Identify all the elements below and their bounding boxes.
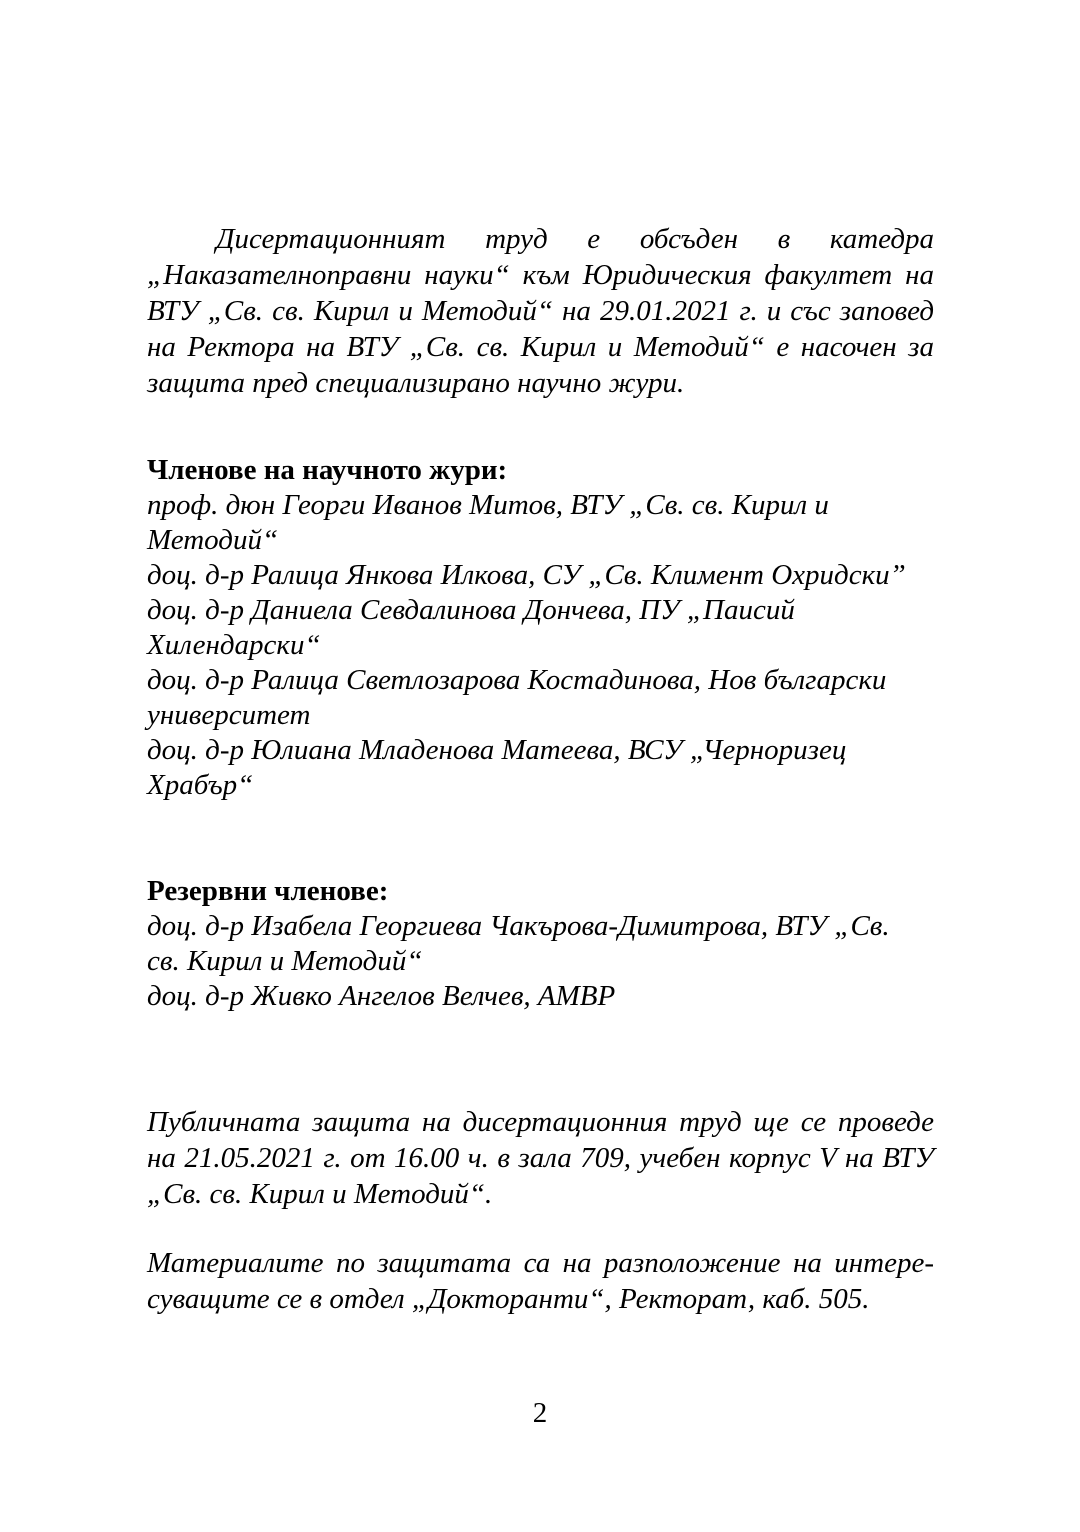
materials-section [147, 1245, 934, 1317]
reserve-member: доц. д-р Изабела Георгиева Чакърова-Димитрова, ВТУ „Св. св. Кирил и Методий“ [147, 910, 890, 977]
reserve-heading: Резервни членове: [147, 875, 389, 907]
jury-member: доц. д-р Ралица Янкова Илкова, СУ „Св. Климент Охридски” [147, 559, 906, 591]
jury-member: проф. дюн Георги Иванов Митов, ВТУ „Св. св. Кирил и Методий“ [147, 489, 829, 556]
reserve-member: доц. д-р Живко Ангелов Велчев, АМВР [147, 980, 616, 1012]
page-number: 2 [532, 1397, 548, 1429]
defense-section [147, 1104, 934, 1212]
intro-section [147, 221, 934, 401]
materials-paragraph: Материалите по защитата са на разположение на интере-суващите се в отдел „Докторанти“, Ректорат, каб. 505. [147, 1247, 934, 1315]
jury-section [147, 452, 934, 803]
jury-member: доц. д-р Даниела Севдалинова Дончева, ПУ „Паисий Хилендарски“ [147, 594, 795, 661]
jury-member: доц. д-р Ралица Светлозарова Костадинова, Нов български университет [147, 664, 887, 731]
intro-paragraph: Дисертационният труд е обсъден в катедра „Наказателноправни науки“ към Юридическия факултет на ВТУ „Св. св. Кирил и Методий“ на 29.01.2021 г. и със заповед на Ректора на ВТУ „Св. св. Кирил и Методий“ е насочен за защита пред специализирано научно жури. [147, 223, 934, 399]
jury-heading: Членове на научното жури: [147, 454, 508, 486]
jury-member: доц. д-р Юлиана Младенова Матеева, ВСУ „Черноризец Храбър“ [147, 734, 847, 801]
reserve-section [147, 873, 934, 1014]
defense-paragraph: Публичната защита на дисертационния труд ще се проведе на 21.05.2021 г. от 16.00 ч. в зала 709, учебен корпус V на ВТУ „Св. св. Кирил и Методий“. [147, 1106, 934, 1210]
